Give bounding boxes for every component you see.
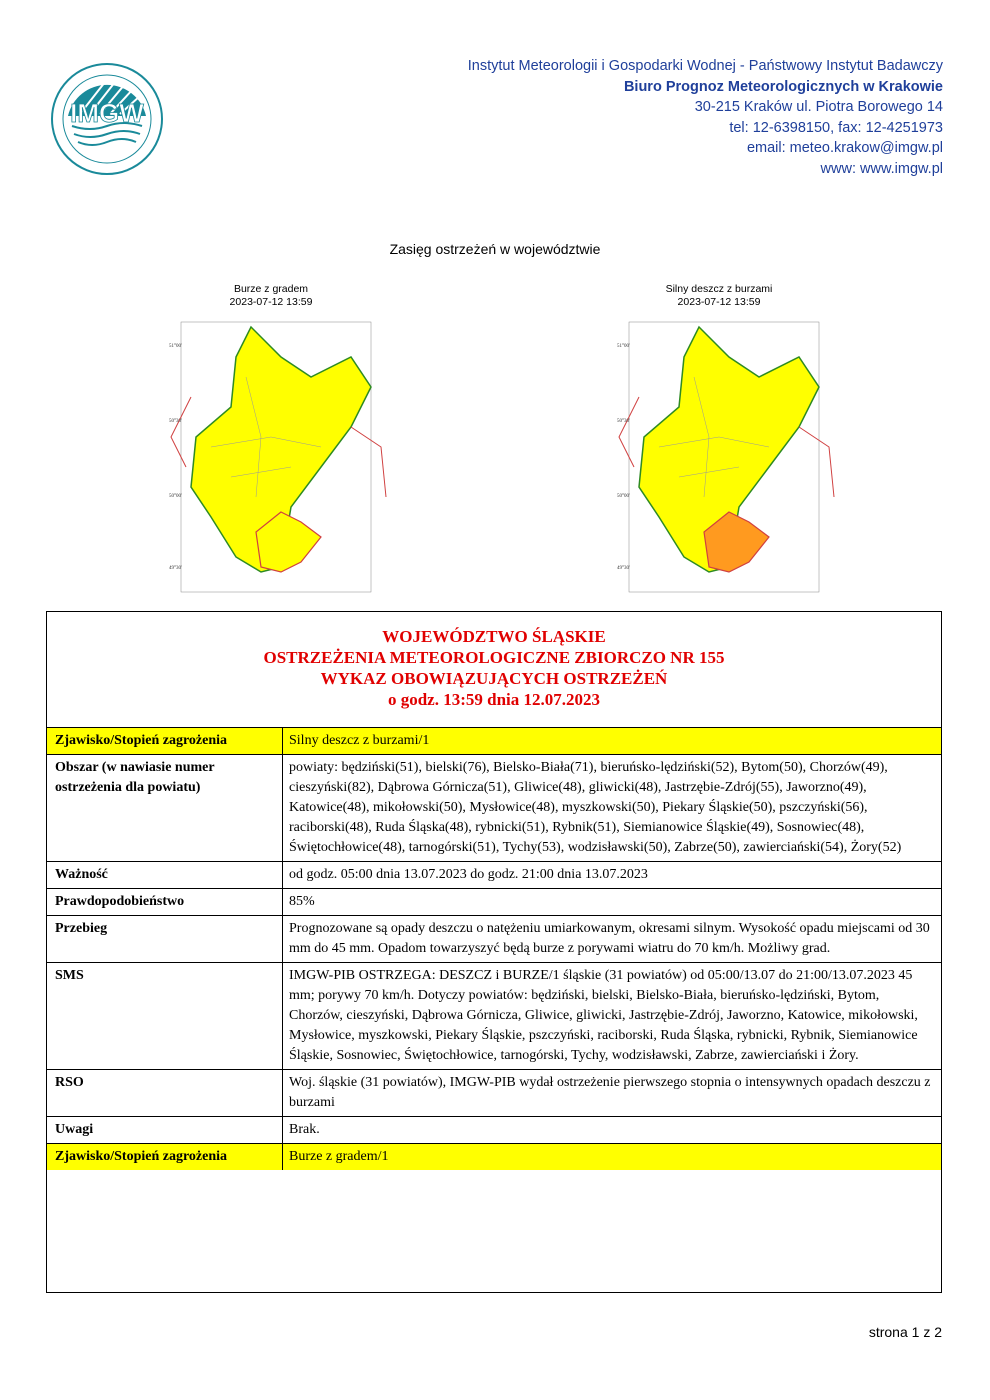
table-row (47, 728, 941, 755)
warnings-table (46, 611, 942, 1293)
row-label: Uwagi (47, 1117, 283, 1143)
row-label: SMS (47, 963, 283, 1069)
map-hail-storms (151, 283, 391, 602)
row-label: Zjawisko/Stopień zagrożenia (47, 728, 283, 754)
svg-text:51°00': 51°00' (617, 344, 630, 349)
row-value: Silny deszcz z burzami/1 (289, 733, 430, 748)
svg-text:50°30': 50°30' (169, 419, 182, 424)
website[interactable]: www: www.imgw.pl (820, 160, 943, 177)
map-image (151, 317, 391, 602)
phone-fax: tel: 12-6398150, fax: 12-4251973 (729, 119, 943, 136)
row-value: Woj. śląskie (31 powiatów), IMGW-PIB wydał ostrzeżenie pierwszego stopnia o intensywnych opadach deszczu z burzami (289, 1075, 931, 1110)
imgw-logo (50, 62, 164, 176)
map-title: Burze z gradem (233, 283, 309, 295)
voivodeship-title: WOJEWÓDZTWO ŚLĄSKIE (382, 627, 606, 646)
maps-title: Zasięg ostrzeżeń w województwie (389, 241, 601, 257)
row-label: Przebieg (47, 916, 283, 962)
row-label: Ważność (47, 862, 283, 888)
map-date: 2023-07-12 13:59 (677, 296, 761, 308)
map-title: Silny deszcz z burzami (665, 283, 773, 295)
row-value: od godz. 05:00 dnia 13.07.2023 do godz. 21:00 dnia 13.07.2023 (289, 867, 648, 882)
svg-text:51°00': 51°00' (169, 344, 182, 349)
svg-text:50°30': 50°30' (617, 419, 630, 424)
bulletin-title (47, 612, 941, 728)
svg-text:50°00': 50°00' (617, 494, 630, 499)
row-value: powiaty: będziński(51), bielski(76), Bielsko-Biała(71), bieruńsko-lędziński(52), Bytom(50), Chorzów(49), cieszyński(82), Dąbrowa Górnicza(51), Gliwice(48), gliwicki(48), Jastrzębie-Zdrój(55), Jaworzno(49), Katowice(48), mikołowski(50), Mysłowice(48), myszkowski(50), Piekary Śląskie(50), pszczyński(56), raciborski(48), Ruda Śląska(48), rybnicki(51), Rybnik(51), Siemianowice Śląskie(49), Sosnowiec(48), Świętochłowice(48), tarnogórski(51), Tychy(53), wodzisławski(50), Zabrze(50), zawierciański(54), Żory(52) (289, 760, 902, 855)
table-row (47, 1144, 941, 1170)
row-value: 85% (289, 894, 315, 909)
list-title: WYKAZ OBOWIĄZUJĄCYCH OSTRZEŻEŃ (320, 669, 668, 688)
office-name: Biuro Prognoz Meteorologicznych w Krakowie (623, 78, 943, 95)
map-image (599, 317, 839, 602)
row-value: Brak. (289, 1122, 320, 1137)
row-value: Prognozowane są opady deszczu o natężeniu umiarkowanym, okresami silnym. Wysokość opadu miejscami od 30 mm do 45 mm. Opadom towarzyszyć będą burze z porywami wiatru do 70 km/h. Możliwy grad. (289, 921, 930, 956)
row-label: RSO (47, 1070, 283, 1116)
row-label: Prawdopodobieństwo (47, 889, 283, 915)
row-value: Burze z gradem/1 (289, 1149, 389, 1164)
map-date: 2023-07-12 13:59 (229, 296, 313, 308)
institution-header (468, 56, 943, 179)
table-row (47, 963, 941, 1070)
page-number: strona 1 z 2 (868, 1324, 942, 1340)
bulletin-number: OSTRZEŻENIA METEOROLOGICZNE ZBIORCZO NR 155 (263, 648, 725, 667)
svg-text:49°30': 49°30' (169, 566, 182, 571)
svg-text:49°30': 49°30' (617, 566, 630, 571)
table-row (47, 862, 941, 889)
table-row (47, 755, 941, 862)
map-heavy-rain (599, 283, 839, 602)
table-row (47, 1070, 941, 1117)
table-row (47, 889, 941, 916)
address: 30-215 Kraków ul. Piotra Borowego 14 (694, 99, 943, 115)
table-row (47, 916, 941, 963)
row-value: IMGW-PIB OSTRZEGA: DESZCZ i BURZE/1 śląskie (31 powiatów) od 05:00/13.07 do 21:00/13.07.2023 45 mm; porywy 70 km/h. Dotyczy powiatów: będziński, bielski, Bielsko-Biała, bieruńsko-lędziński, Bytom, Chorzów, cieszyński, Dąbrowa Górnicza, Gliwice, gliwicki, Jastrzębie-Zdrój, Jaworzno, Katowice, mikołowski, Mysłowice, myszkowski, Piekary Śląskie, pszczyński, raciborski, Ruda Śląska, rybnicki, Rybnik, Siemianowice Śląskie, Sosnowiec, Świętochłowice, tarnogórski, Tychy, wodzisławski, Zabrze, zawierciański i Żory. (289, 968, 918, 1063)
svg-text:IMGW: IMGW (70, 98, 144, 128)
row-label: Zjawisko/Stopień zagrożenia (47, 1144, 283, 1170)
svg-text:50°00': 50°00' (169, 494, 182, 499)
email[interactable]: email: meteo.krakow@imgw.pl (746, 140, 943, 156)
table-row (47, 1117, 941, 1144)
row-label: Obszar (w nawiasie numer ostrzeżenia dla powiatu) (47, 755, 283, 861)
issue-time: o godz. 13:59 dnia 12.07.2023 (387, 690, 601, 709)
institute-name: Instytut Meteorologii i Gospodarki Wodnej - Państwowy Instytut Badawczy (467, 58, 943, 74)
